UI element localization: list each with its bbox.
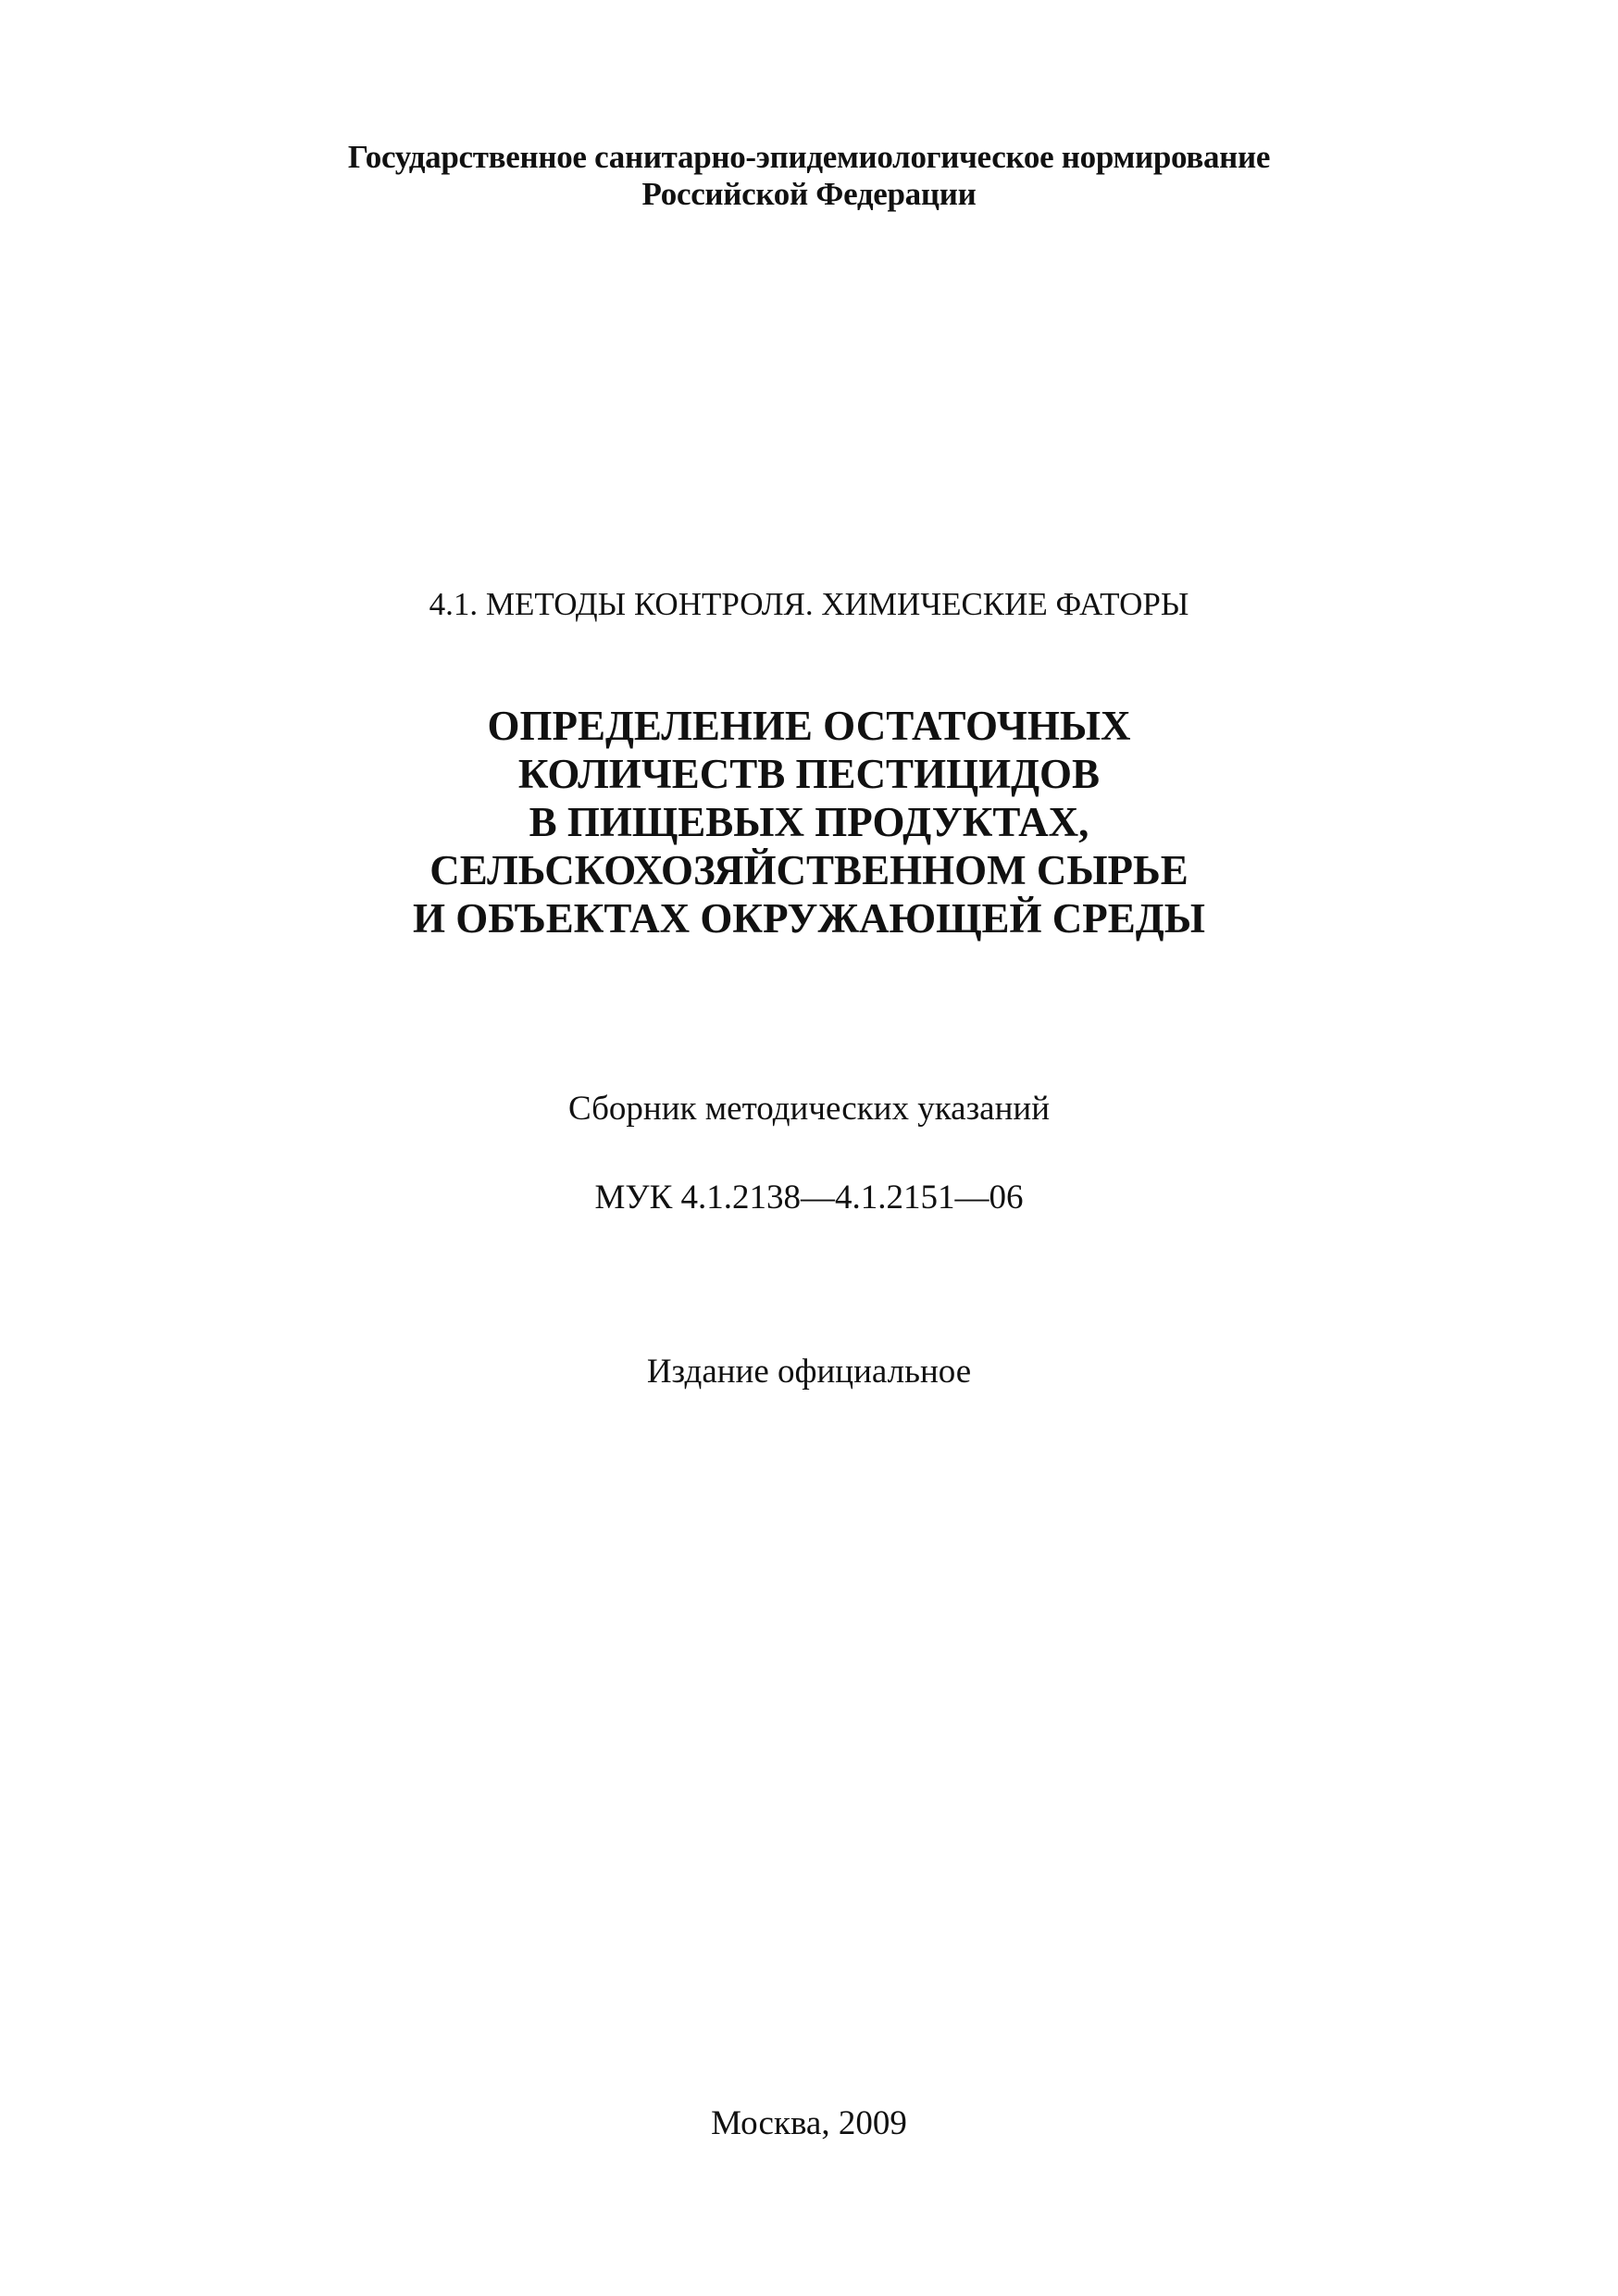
edition-label: Издание официальное <box>646 1353 972 1391</box>
title-line-2: КОЛИЧЕСТВ ПЕСТИЦИДОВ <box>517 751 1101 797</box>
issuer-header <box>0 139 1618 213</box>
place-year-footer: Москва, 2009 <box>711 2104 907 2142</box>
title-line-3: В ПИЩЕВЫХ ПРОДУКТАХ, <box>529 799 1089 845</box>
section-heading: 4.1. МЕТОДЫ КОНТРОЛЯ. ХИМИЧЕСКИЕ ФАТОРЫ <box>429 586 1189 622</box>
title-line-4: СЕЛЬСКОХОЗЯЙСТВЕННОМ СЫРЬЕ <box>429 847 1189 893</box>
issuer-line-2: Российской Федерации <box>641 176 977 212</box>
document-code: МУК 4.1.2138—4.1.2151—06 <box>594 1179 1024 1217</box>
title-line-5: И ОБЪЕКТАХ ОКРУЖАЮЩЕЙ СРЕДЫ <box>413 895 1205 942</box>
title-line-1: ОПРЕДЕЛЕНИЕ ОСТАТОЧНЫХ <box>487 703 1131 749</box>
document-title <box>0 702 1618 942</box>
collection-subtitle: Сборник методических указаний <box>567 1090 1051 1128</box>
issuer-line-1: Государственное санитарно-эпидемиологическое нормирование <box>347 139 1271 175</box>
